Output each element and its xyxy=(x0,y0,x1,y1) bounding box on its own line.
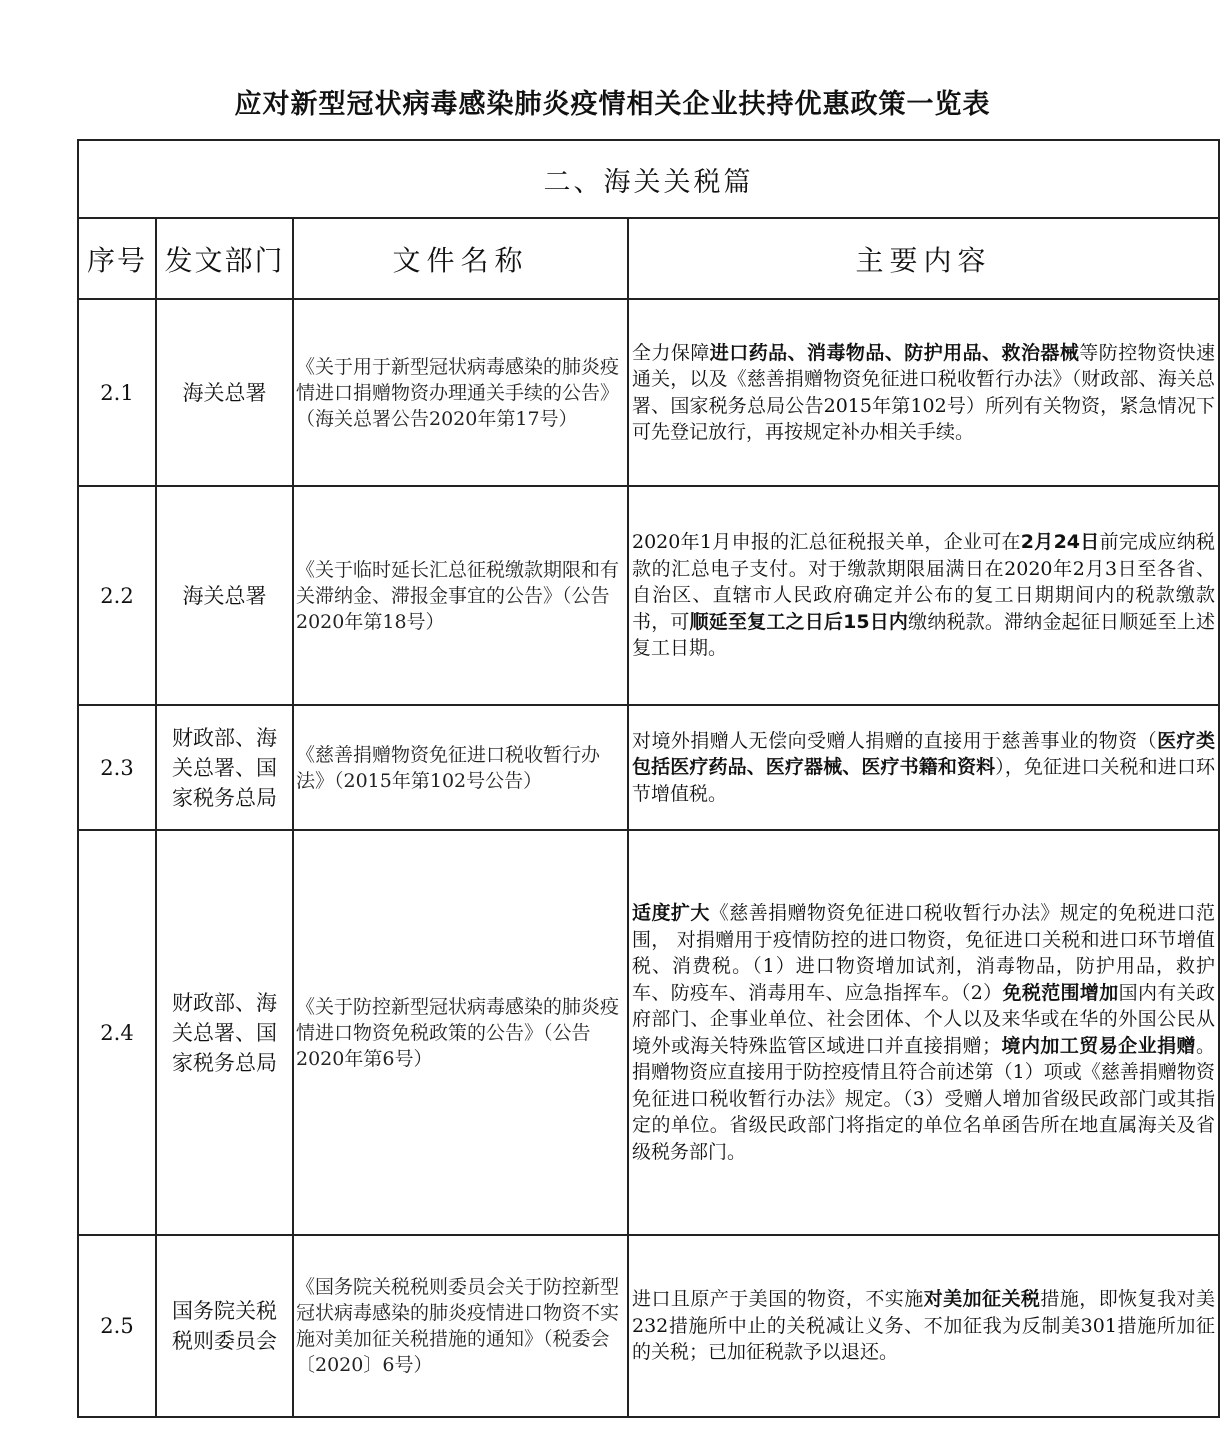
header-num: 序号 xyxy=(78,218,156,299)
row-doc: 《关于用于新型冠状病毒感染的肺炎疫情进口捐赠物资办理通关手续的公告》（海关总署公告2020年第17号） xyxy=(293,299,628,486)
content-text: 《慈善捐赠物资免征进口税收暂行办法》规定的免税进口范围， 对捐赠用于疫情防控的进口物资，免征进口关税和进口环节增值税、消费税。（1）进口物资增加试剂，消毒物品，防护用品，救护车、防疫车、消毒用车、应急指挥车。（2） xyxy=(632,902,1215,1004)
table-row xyxy=(78,1235,1219,1417)
header-content: 主要内容 xyxy=(628,218,1219,299)
table-row xyxy=(78,705,1219,830)
table-row xyxy=(78,486,1219,705)
content-text: 全力保障 xyxy=(632,341,710,364)
section-title: 二、海关关税篇 xyxy=(78,140,1219,218)
emphasis-text: 进口药品、消毒物品、防护用品、救治器械 xyxy=(709,341,1080,364)
emphasis-text: 免税范围增加 xyxy=(1002,981,1119,1004)
table-row xyxy=(78,299,1219,486)
emphasis-text: 医疗类包括医疗药品、医疗器械、医疗书籍和资料 xyxy=(632,729,1215,779)
content-text: 2020年1月申报的汇总征税报关单，企业可在 xyxy=(632,531,1021,554)
content-text: ），免征进口关税和进口环节增值税。 xyxy=(632,756,1215,805)
row-num: 2.1 xyxy=(78,299,156,486)
content-text: 。捐赠物资应直接用于防控疫情且符合前述第（1）项或《慈善捐赠物资免征进口税收暂行办法》规定。（3）受赠人增加省级民政部门或其指定的单位。省级民政部门将指定的单位名单函告所在地直属海关及省级税务部门。 xyxy=(632,1034,1215,1163)
row-dept: 财政部、海关总署、国家税务总局 xyxy=(156,830,293,1235)
section-row xyxy=(78,140,1219,218)
row-num: 2.3 xyxy=(78,705,156,830)
page-title: 应对新型冠状病毒感染肺炎疫情相关企业扶持优惠政策一览表 xyxy=(234,89,991,120)
emphasis-text: 顺延至复工之日后15日内 xyxy=(689,610,909,633)
content-text: 措施，即恢复我对美232措施所中止的关税减让义务、不加征我为反制美301措施所加征的关税；已加征税款予以退还。 xyxy=(632,1288,1215,1364)
row-content xyxy=(628,1235,1219,1417)
content-text: 前完成应纳税款的汇总电子支付。对于缴款期限届满日在2020年2月3日至各省、自治区、直辖市人民政府确定并公布的复工日期期间内的税款缴款书，可 xyxy=(632,531,1215,633)
row-num: 2.4 xyxy=(78,830,156,1235)
row-content xyxy=(628,830,1219,1235)
content-text: 国内有关政府部门、企事业单位、社会团体、个人以及来华或在华的外国公民从境外或海关特殊监管区域进口并直接捐赠； xyxy=(632,981,1215,1057)
emphasis-text: 2月24日 xyxy=(1020,531,1100,554)
row-content xyxy=(628,299,1219,486)
content-text: 进口且原产于美国的物资，不实施 xyxy=(632,1288,924,1311)
row-doc: 《慈善捐赠物资免征进口税收暂行办法》（2015年第102号公告） xyxy=(293,705,628,830)
row-content xyxy=(628,486,1219,705)
row-content xyxy=(628,705,1219,830)
row-dept: 国务院关税税则委员会 xyxy=(156,1235,293,1417)
emphasis-text: 适度扩大 xyxy=(632,902,710,924)
content-text: 缴纳税款。滞纳金起征日顺延至上述复工日期。 xyxy=(632,610,1215,660)
content-text: 对境外捐赠人无偿向受赠人捐赠的直接用于慈善事业的物资（ xyxy=(632,729,1158,752)
row-dept: 海关总署 xyxy=(156,299,293,486)
row-doc: 《关于防控新型冠状病毒感染的肺炎疫情进口物资免税政策的公告》（公告2020年第6号） xyxy=(293,830,628,1235)
row-doc: 《国务院关税税则委员会关于防控新型冠状病毒感染的肺炎疫情进口物资不实施对美加征关税措施的通知》（税委会〔2020〕6号） xyxy=(293,1235,628,1417)
header-doc: 文件名称 xyxy=(293,218,628,299)
row-num: 2.5 xyxy=(78,1235,156,1417)
row-doc: 《关于临时延长汇总征税缴款期限和有关滞纳金、滞报金事宜的公告》（公告2020年第18号） xyxy=(293,486,628,705)
policy-table xyxy=(77,139,1220,1418)
row-dept: 财政部、海关总署、国家税务总局 xyxy=(156,705,293,830)
header-dept: 发文部门 xyxy=(156,218,293,299)
table-row xyxy=(78,830,1219,1235)
emphasis-text: 对美加征关税 xyxy=(923,1288,1041,1311)
header-row xyxy=(78,218,1219,299)
content-text: 等防控物资快速通关，以及《慈善捐赠物资免征进口税收暂行办法》（财政部、海关总署、国家税务总局公告2015年第102号）所列有关物资，紧急情况下可先登记放行，再按规定补办相关手续。 xyxy=(632,341,1215,443)
row-dept: 海关总署 xyxy=(156,486,293,705)
row-num: 2.2 xyxy=(78,486,156,705)
emphasis-text: 境内加工贸易企业捐赠 xyxy=(1001,1034,1196,1057)
